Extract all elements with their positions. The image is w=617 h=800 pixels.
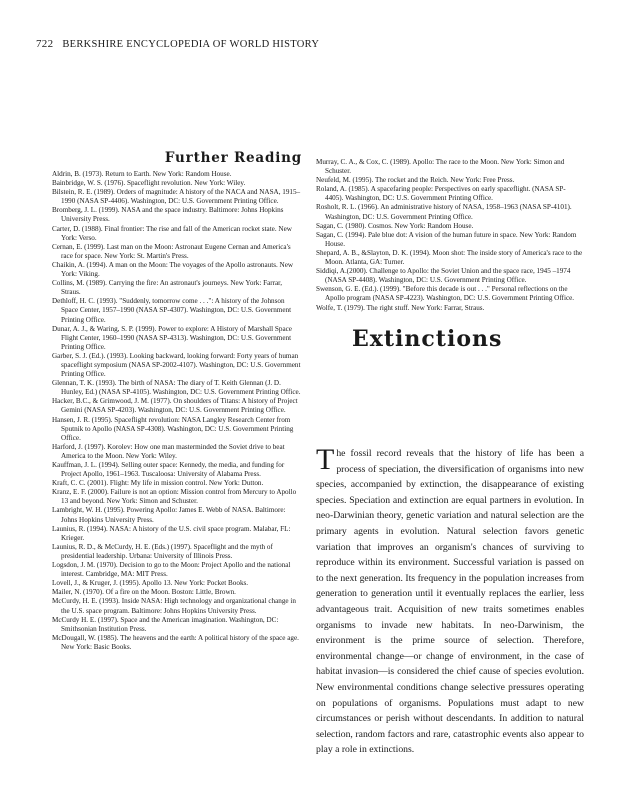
bibliography-entry: Chaikin, A. (1994). A man on the Moon: The voyages of the Apollo astronauts. New York: Viking. [52, 260, 294, 279]
bibliography-entry: Collins, M. (1989). Carrying the fire: An astronaut's journeys. New York: Farrar, Straus. [52, 279, 283, 297]
bibliography-entry: Glennan, T. K. (1993). The birth of NASA: The diary of T. Keith Glennan (J. D. Hunley, Ed.) (NASA SP-4105). Washington, DC: U.S. Government Printing Office. [52, 379, 301, 397]
bibliography-entry: Hansen, J. R. (1995). Spaceflight revolution: NASA Langley Research Center from Sputnik to Apollo (NASA SP-4308). Washington, DC: U.S. Government Printing Office. [52, 415, 294, 442]
bibliography-entry: McCurdy H. E. (1997). Space and the American imagination. Washington, DC: Smithsonian Institution Press. [52, 615, 279, 633]
article-title: Extinctions [352, 326, 503, 352]
running-header-title: BERKSHIRE ENCYCLOPEDIA OF WORLD HISTORY [62, 39, 320, 50]
further-reading-title: Further Reading [164, 150, 302, 166]
further-reading-right-column [316, 158, 584, 313]
bibliography-entry: Kauffman, J. L. (1994). Selling outer space: Kennedy, the media, and funding for Project Apollo, 1961–1963. Tuscaloosa: University of Alabama Press. [52, 461, 285, 479]
bibliography-entry: Aldrin, B. (1973). Return to Earth. New York: Random House. [52, 170, 232, 178]
bibliography-entry: Bainbridge, W. S. (1976). Spaceflight revolution. New York: Wiley. [52, 179, 246, 188]
bibliography-entry: Rosholt, R. L. (1966). An administrative history of NASA, 1958–1963 (NASA SP-4101). Washington, DC: U.S. Government Printing Office. [316, 203, 572, 221]
bibliography-entry: Sagan, C. (1994). Pale blue dot: A vision of the human future in space. New York: Random House. [316, 230, 577, 248]
bibliography-entry: Harford, J. (1997). Korolev: How one man masterminded the Soviet drive to beat America to the Moon. New York: Wiley. [52, 442, 285, 460]
bibliography-entry: Carter, D. (1988). Final frontier: The rise and fall of the American rocket state. New York: Verso. [52, 224, 292, 242]
bibliography-entry: Kraft, C. C. (2001). Flight: My life in mission control. New York: Dutton. [52, 479, 264, 488]
bibliography-list-left [52, 170, 302, 652]
bibliography-entry: Swenson, G. E. (Ed.). (1999). "Before this decade is out . . ." Personal reflections on the Apollo program (NASA SP-4223). Washington, DC: U.S. Government Printing Office. [316, 285, 575, 303]
bibliography-entry: Dunar, A. J., & Waring, S. P. (1999). Power to explore: A History of Marshall Space Flight Center, 1960–1990 (NASA SP-4313). Washington, DC: U.S. Government Printing Office. [52, 324, 292, 351]
bibliography-entry: Launius, R. (1994). NASA: A history of the U.S. civil space program. Malabar, FL: Krieger. [52, 524, 291, 542]
running-header [36, 38, 319, 50]
article-body-text: he fossil record reveals that the history of life has been a process of speciation, the diversification of organisms into new species, accompanied by extinction, the disappearance of existing species. Speciation and extinction are equal partners in evolution. In neo-Darwinian theory, genetic variation and natural selection are the primary agents in evolution. Natural selection favors genetic variation that improves an organism's chances of surviving to reproduce within its environment. Successful variation is passed on to the next generation. Its frequency in the population increases from generation to generation until it eventually replaces the earlier, less advantageous trait. Acquisition of new traits sometimes enables organisms to invade new habitats. In neo-Darwinism, the environment is the prime source of selection. Therefore, environmental change—or change of environment, in the case of habitat invasion—is considered the chief cause of species evolution. New environmental conditions change selective pressures operating on populations of organisms. Populations must adapt to new circumstances or perish without descendants. In addition to natural selection, random factors and rare, catastrophic events also appear to play a role in extinctions. [316, 448, 584, 756]
bibliography-entry: Garber, S. J. (Ed.). (1993). Looking backward, looking forward: Forty years of human spaceflight symposium (NASA SP-2002-4107). Washington, DC: U.S. Government Printing Office. [52, 351, 301, 379]
bibliography-entry: Bromberg, J. L. (1999). NASA and the space industry. Baltimore: Johns Hopkins University Press. [52, 206, 284, 224]
bibliography-entry: Wolfe, T. (1979). The right stuff. New York: Farrar, Straus. [316, 303, 485, 312]
bibliography-entry: McDougall, W. (1985). The heavens and the earth: A political history of the space age. New York: Basic Books. [52, 633, 299, 651]
bibliography-entry: Roland, A. (1985). A spacefaring people: Perspectives on early spaceflight. (NASA SP-4405). Washington, DC: U.S. Government Printing Office. [316, 185, 566, 203]
bibliography-entry: Sagan, C. (1980). Cosmos. New York: Random House. [316, 221, 474, 230]
article-body [316, 443, 584, 758]
bibliography-entry: Mailer, N. (1970). Of a fire on the Moon. Boston: Little, Brown. [52, 588, 236, 597]
bibliography-entry: Lambright, W. H. (1995). Powering Apollo: James E. Webb of NASA. Baltimore: Johns Hopkins University Press. [52, 506, 286, 524]
drop-cap: T [316, 443, 335, 476]
bibliography-entry: Dethloff, H. C. (1993). "Suddenly, tomorrow come . . .": A history of the Johnson Space Center, 1957–1990 (NASA SP-4307). Washington, DC: U.S. Government Printing Office. [52, 297, 292, 324]
bibliography-list-right [316, 158, 584, 313]
bibliography-entry: McCurdy, H. E. (1993). Inside NASA: High technology and organizational change in the U.S. space program. Baltimore: Johns Hopkins University Press. [52, 597, 296, 615]
bibliography-entry: Shepard, A. B., &Slayton, D. K. (1994). Moon shot: The inside story of America's race to the Moon. Atlanta, GA: Turner. [316, 248, 583, 267]
bibliography-entry: Lovell, J., & Kruger, J. (1995). Apollo 13. New York: Pocket Books. [52, 579, 249, 588]
bibliography-entry: Siddiqi, A.(2000). Challenge to Apollo: the Soviet Union and the space race, 1945 –1974 (NASA SP-4408). Washington, DC: U.S. Government Printing Office. [316, 267, 571, 285]
bibliography-entry: Launius, R. D., & McCurdy, H. E. (Eds.) (1997). Spaceflight and the myth of presidential leadership. Urbana: University of Illinois Press. [52, 542, 273, 560]
bibliography-entry: Murray, C. A., & Cox, C. (1989). Apollo: The race to the Moon. New York: Simon and Schuster. [316, 158, 565, 176]
further-reading-left-column [52, 150, 302, 652]
bibliography-entry: Bilstein, R. E. (1989). Orders of magnitude: A history of the NACA and NASA, 1915–1990 (NASA SP-4406). Washington, DC: U.S. Government Printing Office. [52, 188, 301, 206]
bibliography-entry: Neufeld, M. (1995). The rocket and the Reich. New York: Free Press. [316, 176, 515, 185]
bibliography-entry: Hacker, B.C., & Grimwood, J. M. (1977). On shoulders of Titans: A history of Project Gemini (NASA SP-4203). Washington, DC: U.S. Government Printing Office. [52, 397, 298, 415]
bibliography-entry: Cernan, E. (1999). Last man on the Moon: Astronaut Eugene Cernan and America's race for space. New York: St. Martin's Press. [52, 242, 291, 260]
page-number: 722 [36, 38, 54, 50]
bibliography-entry: Kranz, E. F. (2000). Failure is not an option: Mission control from Mercury to Apollo 13 and beyond. New York: Simon and Schuster. [52, 488, 297, 506]
bibliography-entry: Logsdon, J. M. (1970). Decision to go to the Moon: Project Apollo and the national interest. Cambridge, MA: MIT Press. [52, 561, 291, 579]
